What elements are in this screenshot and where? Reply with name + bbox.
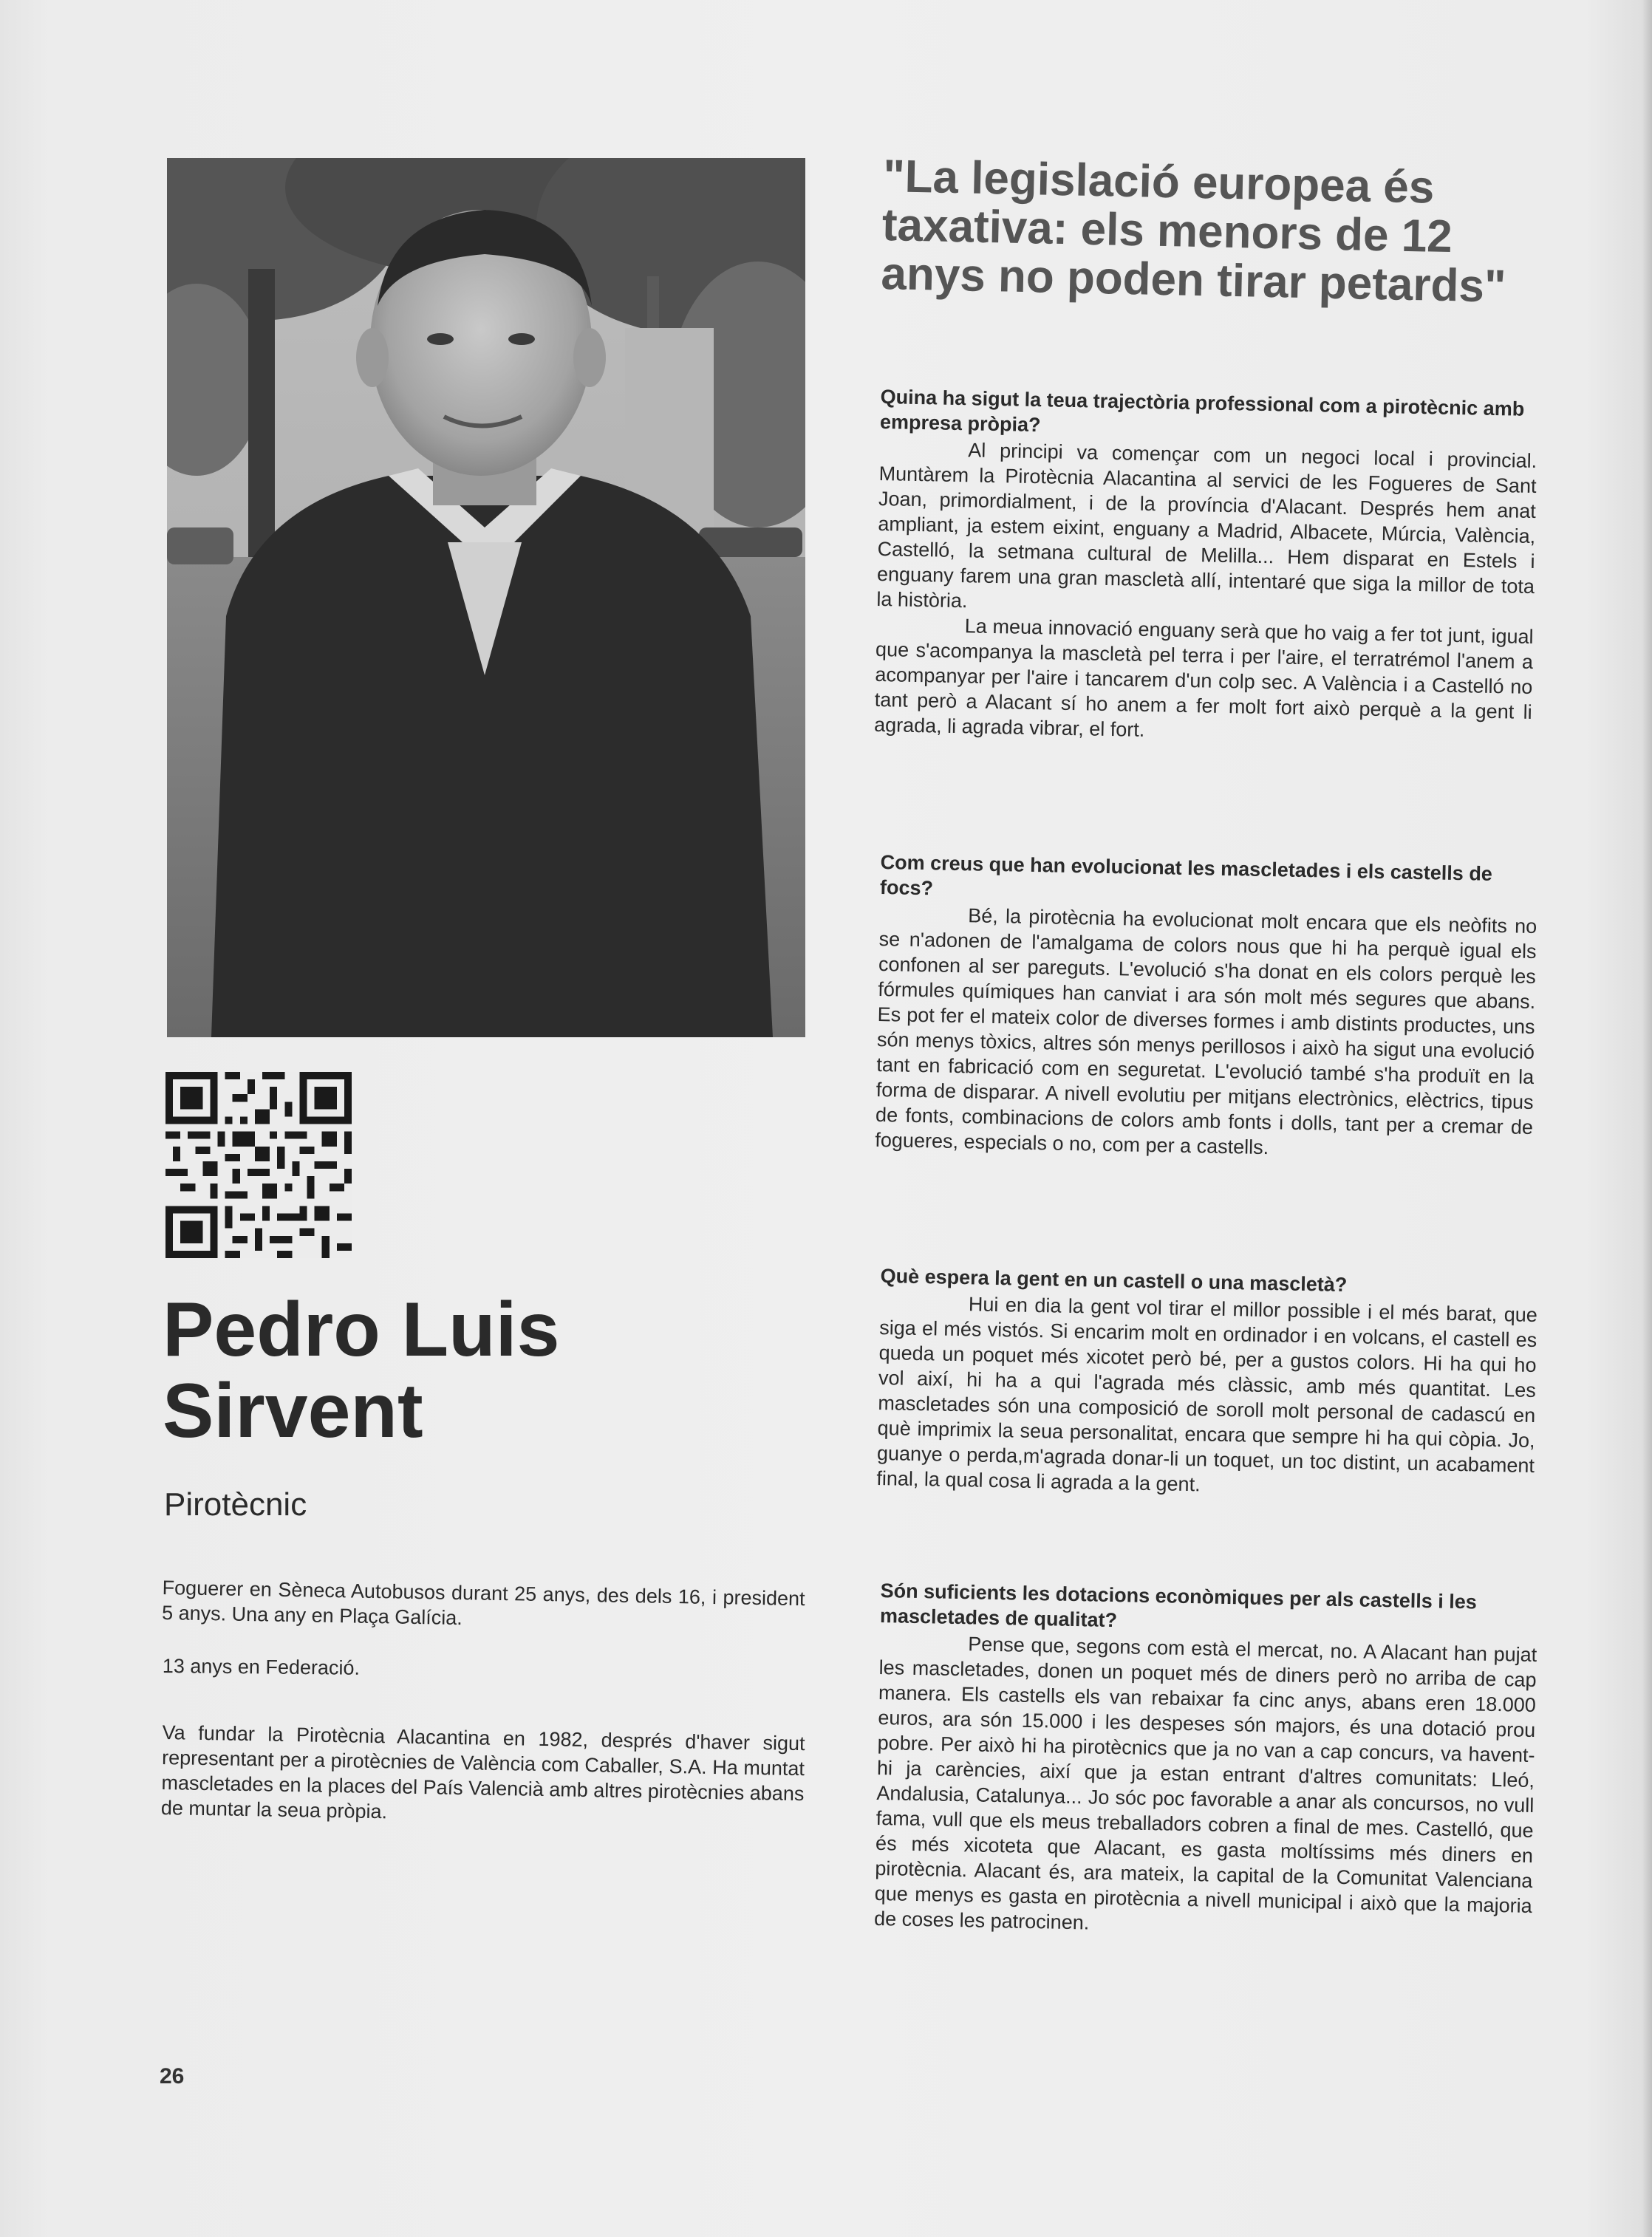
- page-number: 26: [160, 2064, 185, 2089]
- name-line-1: Pedro Luis: [163, 1287, 560, 1373]
- qa-block-3: [876, 1263, 1538, 1503]
- interviewee-name: [163, 1289, 694, 1452]
- answer-3-paragraph-1: Hui en dia la gent vol tirar el millor possible i el més barat, que siga el més vistós. Si encarim molt en ordinador i en volcans, el castell es queda un poquet més xicotet però bé, per a gustos colors. Hi ha qui ho vol així, hi ha a qui l'agrada més clàssic, amb més quantitat. Les mascletades són una composició de soroll molt personal de cadascú en què imprimix la seua personalitat, encara que sempre hi ha qui còpia. Jo, guanye o perda,m'agrada donar-li un toquet, un toc distint, un acabament final, la qual cosa li agrada a la gent.: [876, 1293, 1538, 1496]
- answer-2-paragraph-1: Bé, la pirotècnia ha evolucionat molt encara que els neòfits no se n'adonen de l'amalgama de colors nous que hi ha perquè igual els confonen al ser pareguts. L'evolució s'ha donat en els colors perquè les fórmules químiques han canviat i ara són molt més segures que abans. Es pot fer el mateix color de diverses formes i amb distints productes, uns són menys tòxics, altres són menys perillosos i això ha sigut una evolució tant en fabricació com en seguretat. L'evolució també s'ha produït en la forma de disparar. A nivell evolutiu per mitjans electrònics, elèctrics, tipus de fonts, combinacions de colors amb fonts i dolls, tant per a cremar de fogueres, especials o no, com per a castells.: [875, 904, 1537, 1159]
- portrait-image: [167, 158, 805, 1037]
- question-3: Què espera la gent en un castell o una mascletà?: [880, 1264, 1348, 1297]
- question-4: Són suficients les dotacions econòmiques per als castells i les mascletades de qualitat?: [879, 1579, 1478, 1632]
- qr-code[interactable]: [165, 1068, 352, 1262]
- qa-block-1: [874, 384, 1538, 750]
- headline-quote: "La legislació europea és taxativa: els menors de 12 anys no poden tirar petards": [880, 151, 1506, 313]
- portrait-photo: [167, 158, 805, 1037]
- bio-paragraph-1: Foguerer en Sèneca Autobusos durant 25 anys, des dels 16, i president 5 anys. Una any en Plaça Galícia.: [161, 1576, 805, 1630]
- answer-1-paragraph-1: Al principi va començar com un negoci local i provincial. Muntàrem la Pirotècnia Alacantina al servici de les Fogueres de Sant Joan, primordialment, i de la província d'Alacant. Després hem anat ampliant, ja estem eixint, enguany a Madrid, Albacete, Múrcia, València, Castelló, la setmana cultural de Melilla... Hem disparat en Estels i enguany farem una gran mascletà allí, intentaré que siga la millor de tota la història.: [876, 439, 1537, 612]
- bio-paragraph-2: 13 anys en Federació.: [162, 1655, 361, 1679]
- qr-code-icon: [165, 1068, 352, 1262]
- answer-4-paragraph-1: Pense que, segons com està el mercat, no. A Alacant han pujat les mascletades, donen un poquet més de diners però no arriba de cap manera. Els castells els van rebaixar fa cinc anys, abans eren 18.000 euros, ara són 15.000 i les despeses són majors, és una dotació prou pobre. Per això hi ha pirotècnics que ja no van a cap concurs, va havent-hi ja carències, així que ja estan entrant d'altres comunitats: Lleó, Andalusia, Catalunya... Jo sóc poc favorable a anar als concursos, no vull fama, vull que els meus treballadors cobren a final de mes. Castelló, que és més xicoteta que Alacant, es gasta moltíssims més diners en pirotècnia. Alacant és, ara mateix, la capital de la Comunitat Valenciana que menys es gasta en pirotècnia a nivell municipal i això que la majoria de coses les patrocinen.: [873, 1633, 1537, 1934]
- name-line-2: Sirvent: [163, 1368, 423, 1454]
- answer-1-paragraph-2: La meua innovació enguany serà que ho vaig a fer tot junt, igual que s'acompanya la mascletà pel terra i per l'aire, el terratrémol l'anem a acompanyar per l'aire i tancarem d'un colp sec. A València i a Castelló no tant però a Alacant sí ho anem a fer molt fort això perquè a la gent li agrada, li agrada vibrar, el fort.: [873, 615, 1534, 741]
- bio-paragraph-3: Va fundar la Pirotècnia Alacantina en 1982, després d'haver sigut representant per a pirotècnies de València com Caballer, S.A. Ha muntat mascletades en la places del País Valencià amb altres pirotècnies abans de muntar la seua pròpia.: [160, 1721, 805, 1823]
- interviewee-role: Pirotècnic: [164, 1486, 307, 1523]
- question-1: Quina ha sigut la teua trajectòria professional com a pirotècnic amb empresa pròpia?: [879, 385, 1525, 437]
- question-2: Com creus que han evolucionat les mascletades i els castells de focs?: [879, 850, 1493, 900]
- page-edge-shadow: [1642, 0, 1652, 2237]
- qa-block-2: [875, 850, 1538, 1165]
- qa-block-4: [874, 1578, 1538, 1944]
